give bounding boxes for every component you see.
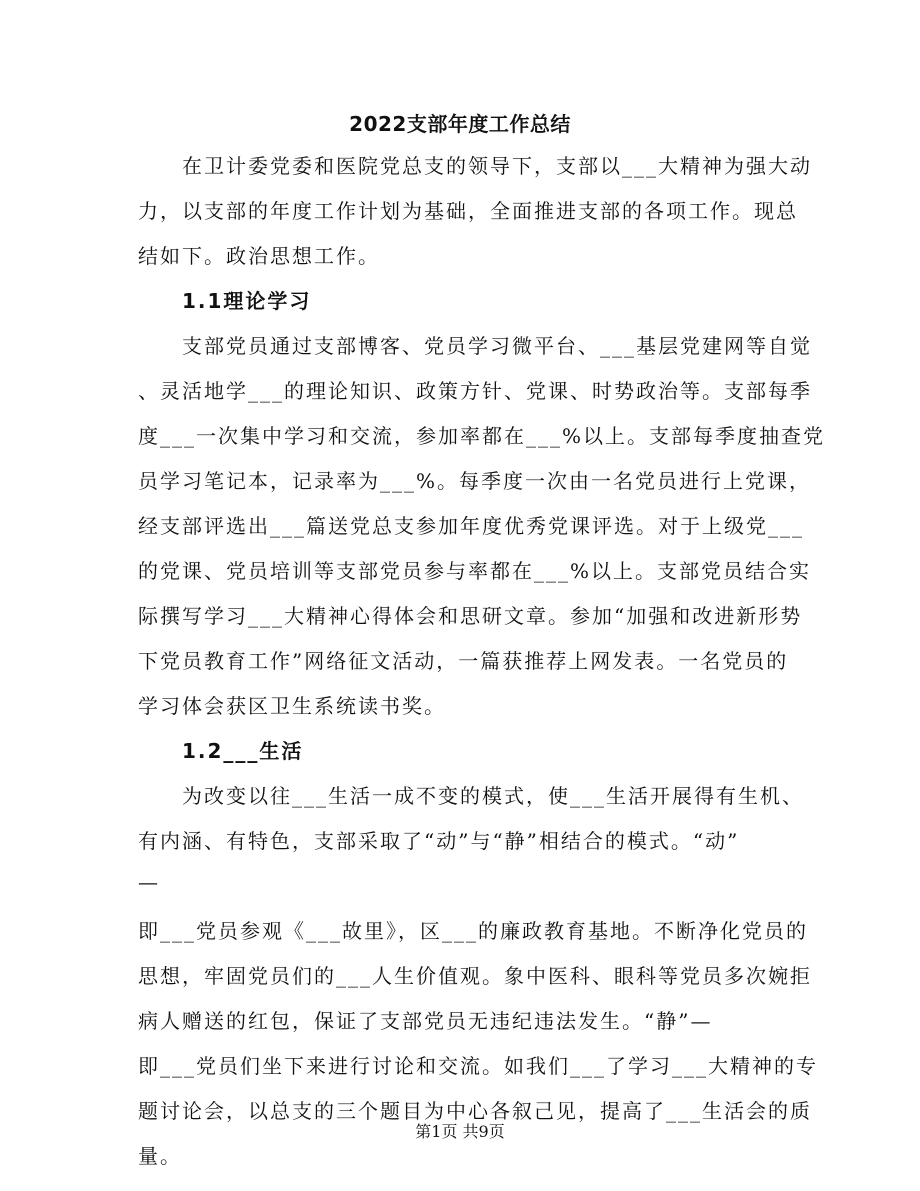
section-heading: 1.1理论学习 [182, 289, 312, 313]
page-number-footer: 第1页 共9页 [415, 1122, 505, 1141]
paragraph-line: 支部党员通过支部博客、党员学习微平台、___基层党建网等自觉 [182, 334, 812, 358]
paragraph-line: 思想，牢固党员们的___人生价值观。象中医科、眼科等党员多次婉拒 [138, 964, 812, 988]
section-heading: 1.2___生活 [182, 739, 304, 763]
paragraph-line: 员学习笔记本，记录率为___%。每季度一次由一名党员进行上党课， [138, 469, 812, 493]
paragraph-line: 题讨论会，以总支的三个题目为中心各叙己见，提高了___生活会的质 [138, 1099, 812, 1123]
paragraph-line: 力，以支部的年度工作计划为基础，全面推进支部的各项工作。现总 [138, 199, 798, 223]
paragraph-line: 经支部评选出___篇送党总支参加年度优秀党课评选。对于上级党___ [138, 514, 804, 538]
paragraph-line: 为改变以往___生活一成不变的模式，使___生活开展得有生机、 [182, 784, 804, 808]
paragraph-line: 际撰写学习___大精神心得体会和思研文章。参加“加强和改进新形势 [138, 604, 803, 628]
paragraph-line: 即___党员参观《___故里》，区___的廉政教育基地。不断净化党员的 [138, 919, 808, 943]
document-title: 2022支部年度工作总结 [349, 112, 571, 136]
paragraph-line: 、灵活地学___的理论知识、政策方针、党课、时势政治等。支部每季 [138, 379, 812, 403]
paragraph-line: — [138, 870, 160, 894]
paragraph-line: 的党课、党员培训等支部党员参与率都在___%以上。支部党员结合实 [138, 559, 812, 583]
paragraph-line: 结如下。政治思想工作。 [138, 244, 380, 268]
paragraph-line: 下党员教育工作”网络征文活动，一篇获推荐上网发表。一名党员的 [138, 649, 789, 673]
paragraph-line: 量。 [138, 1144, 182, 1168]
paragraph-line: 即___党员们坐下来进行讨论和交流。如我们___了学习___大精神的专 [138, 1054, 818, 1078]
paragraph-line: 病人赠送的红包，保证了支部党员无违纪违法发生。“静”— [138, 1009, 713, 1033]
paragraph-line: 有内涵、有特色，支部采取了“动”与“静”相结合的模式。“动” [138, 829, 740, 853]
paragraph-line: 学习体会获区卫生系统读书奖。 [138, 694, 446, 718]
paragraph-line: 度___一次集中学习和交流，参加率都在___%以上。支部每季度抽查党 [138, 424, 826, 448]
paragraph-line: 在卫计委党委和医院党总支的领导下，支部以___大精神为强大动 [182, 154, 812, 178]
